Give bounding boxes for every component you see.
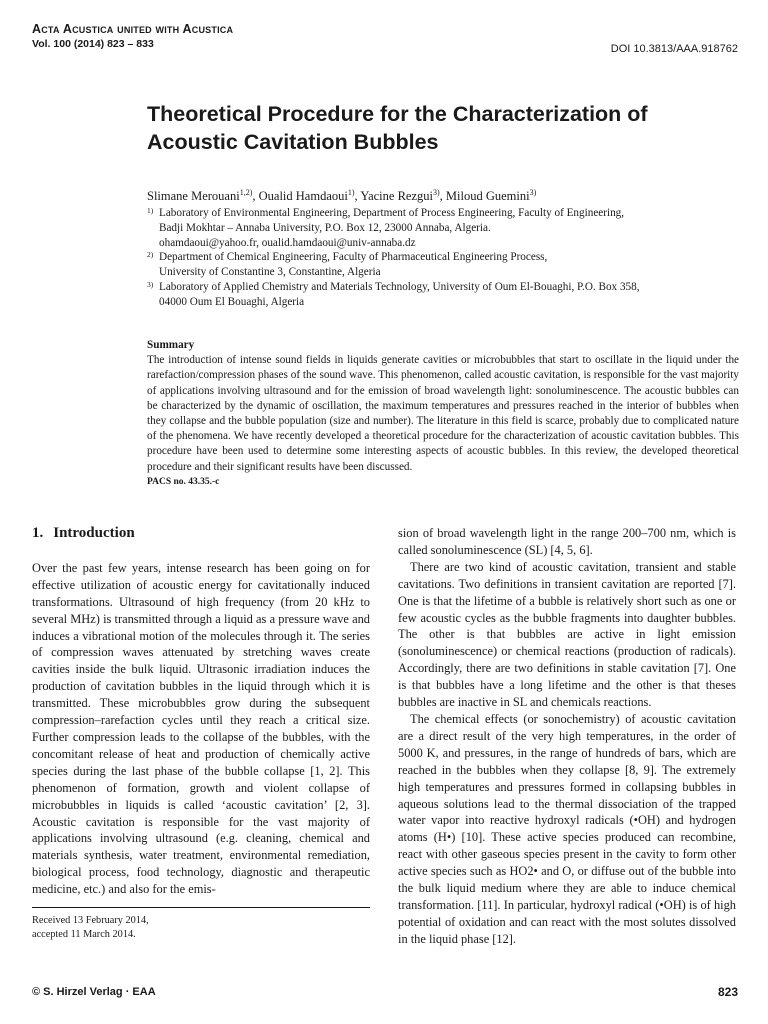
received-date: Received 13 February 2014,: [32, 915, 149, 926]
affiliation-number: 2): [147, 250, 154, 259]
affiliation-2: [147, 250, 747, 280]
doi: DOI 10.3813/AAA.918762: [610, 43, 738, 55]
author-name: Miloud Guemini: [445, 189, 530, 204]
affiliation-line: 04000 Oum El Bouaghi, Algeria: [159, 296, 305, 308]
affiliation-email: ohamdaoui@yahoo.fr, oualid.hamdaoui@univ-annaba.dz: [159, 237, 416, 249]
body-paragraph: Over the past few years, intense research has been going on for effective utilization of acoustic energy for cavitationally induced transformations. Ultrasound of high frequency (from 20 kHz to several MHz) is transmitted through a liquid as a pressure wave and induces a vibrational motion of the molecules through it. The series of compression waves attenuated by stretching waves create cavities inside the bulk liquid. Ultrasonic irradiation induces the production of cavitation bubbles in the liquid through which it is transmitted. These microbubbles grow during the subsequent compression–rarefaction cycles until they reach a critical size. Further compression leads to the collapse of the bubbles, with the concomitant release of heat and production of chemically active species during the last phase of the bubble collapse [1, 2]. This phenomenon of formation, growth and violent collapse of microbubbles in liquids is called ‘acoustic cavitation’ [2, 3]. Acoustic cavitation is responsible for the vast majority of applications involving ultrasound (e.g. cleaning, chemical and materials synthesis, water treatment, environmental remediation, biological process, food technology, diagnostic and therapeutic medicine, etc.) and also for the emis-: [32, 560, 370, 897]
affiliation-line: Badji Mokhtar – Annaba University, P.O. Box 12, 23000 Annaba, Algeria.: [159, 222, 491, 234]
section-number: 1.: [32, 525, 44, 541]
affiliation-number: 1): [147, 206, 154, 215]
affiliation-line: University of Constantine 3, Constantine, Algeria: [159, 266, 381, 278]
author-affil-ref: 3): [433, 188, 440, 197]
accepted-date: accepted 11 March 2014.: [32, 929, 136, 940]
body-paragraph: The chemical effects (or sonochemistry) of acoustic cavitation are a direct result of the very high temperatures, in the order of 5000 K, and pressures, in the range of hundreds of bars, which are reached in the bubbles when they collapse [8, 9]. The extremely high temperatures and pressures formed in collapsing bubbles in aqueous solutions lead to the thermal dissociation of the trapped water vapor into reactive hydroxyl radicals (•OH) and hydrogen atoms (H•) [10]. These active species produced can recombine, react with other gaseous species present in the cavity to form other active species such as HO2• and O, or diffuse out of the bubble into the bulk liquid medium where they are able to induce chemical transformation. [11]. In particular, hydroxyl radical (•OH) is of high potential of oxidation and can react with the most solutes dissolved in the liquid phase [12].: [398, 711, 736, 946]
author-affil-ref: 1,2): [239, 188, 253, 197]
journal-volume: Vol. 100 (2014) 823 – 833: [32, 38, 154, 50]
affiliation-1: [147, 206, 747, 251]
summary-block: [147, 338, 739, 490]
author-separator: ,: [354, 189, 361, 204]
affiliation-number: 3): [147, 280, 154, 289]
right-column: [398, 525, 736, 948]
section-heading: [32, 525, 370, 542]
summary-heading: Summary: [147, 339, 195, 351]
title-line-1: Theoretical Procedure for the Characterization of: [147, 102, 648, 126]
footnote: [32, 914, 149, 942]
author-separator: ,: [252, 189, 259, 204]
journal-name: Acta Acustica united with Acustica: [32, 22, 234, 36]
page-number: 823: [717, 985, 738, 999]
paper-title: [147, 100, 747, 156]
author-name: Slimane Merouani: [147, 189, 240, 204]
body-paragraph: There are two kind of acoustic cavitation, transient and stable cavitations. Two definitions in transient cavitation are reported [7]. One is that the lifetime of a bubble is relatively short such as one or few acoustic cycles as the bubble fragments into daughter bubbles. The other is that bubbles are active in light emission (sonoluminescence) or chemical reactions (production of radicals). Accordingly, there are two definitions in stable cavitation [7]. One is that bubbles have a long lifetime and the other is that theses bubbles are inactive in SL and chemicals reactions.: [398, 559, 736, 710]
section-title: Introduction: [53, 525, 135, 541]
author-affil-ref: 1): [347, 188, 355, 197]
publisher: © S. Hirzel Verlag · EAA: [32, 986, 156, 998]
affiliation-line: Laboratory of Applied Chemistry and Materials Technology, University of Oum El-Bouaghi, P.O. Box 358,: [159, 281, 640, 293]
summary-text: The introduction of intense sound fields in liquids generate cavities or microbubbles that start to oscillate in the liquid under the rarefaction/compression phases of the sound wave. This phenomenon, called acoustic cavitation, is responsible for the vast majority of applications involving ultrasound and for the emission of broad wavelength light: sonoluminescence. The acoustic bubbles can be characterized by the dynamic of oscillation, the maximum temperatures and pressures reached in the interior of bubbles when they collapse and the bubble population (size and number). The literature in this field is scarce, probably due to complicated nature of the phenomena. We have recently developed a theoretical procedure for the characterization of acoustic cavitation bubbles. This procedure have been used to determine some interesting aspects of acoustic bubbles. In this review, the developed theoretical procedure and their significant results have been discussed.: [147, 354, 739, 473]
affiliation-3: [147, 280, 747, 310]
affiliation-line: Laboratory of Environmental Engineering, Department of Process Engineering, Faculty of Engineering,: [159, 207, 625, 219]
left-column: [32, 525, 370, 898]
author-affil-ref: 3): [529, 188, 537, 197]
footnote-rule: [32, 907, 370, 908]
body-paragraph: sion of broad wavelength light in the range 200–700 nm, which is called sonoluminescence (SL) [4, 5, 6].: [398, 526, 736, 557]
author-name: Oualid Hamdaoui: [258, 189, 348, 204]
author-separator: ,: [439, 189, 446, 204]
author-list: [147, 188, 536, 204]
author-name: Yacine Rezgui: [360, 189, 433, 204]
title-line-2: Acoustic Cavitation Bubbles: [147, 130, 439, 154]
affiliation-line: Department of Chemical Engineering, Faculty of Pharmaceutical Engineering Process,: [159, 251, 548, 263]
pacs-number: PACS no. 43.35.-c: [147, 476, 220, 487]
